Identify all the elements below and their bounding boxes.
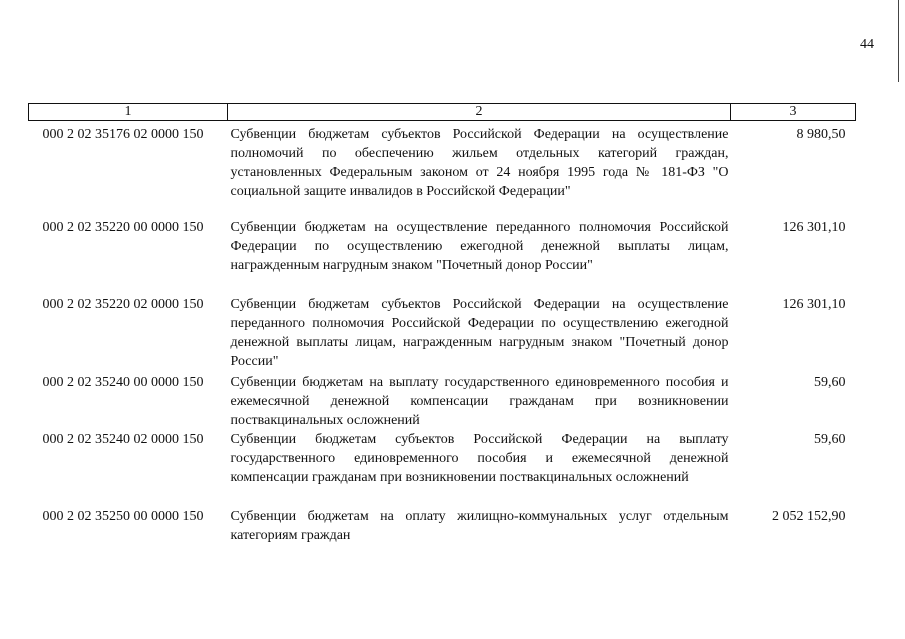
budget-code: 000 2 02 35250 00 0000 150: [42, 508, 204, 524]
page-number: 44: [860, 37, 874, 52]
table-row: [29, 121, 856, 218]
row-description: Субвенции бюджетам на выплату государственного единовременного пособия и ежемесячной денежной компенсации гражданам при возникновении поствакцинальных осложнений: [230, 374, 729, 428]
row-description: Субвенции бюджетам субъектов Российской Федерации на осуществление переданного полномочия Российской Федерации по осуществлению ежегодной денежной выплаты лицам, награжденным нагрудным знаком "Почетный донор России": [230, 296, 729, 369]
budget-code: 000 2 02 35240 02 0000 150: [42, 431, 204, 447]
budget-code: 000 2 02 35240 00 0000 150: [42, 374, 204, 390]
table-row: [29, 373, 856, 430]
budget-code: 000 2 02 35176 02 0000 150: [42, 127, 204, 142]
row-amount: 8 980,50: [796, 127, 846, 142]
row-amount: 59,60: [814, 431, 846, 447]
row-amount: 2 052 152,90: [772, 508, 846, 524]
column-header-2: 2: [228, 104, 731, 121]
row-amount: 59,60: [814, 374, 846, 390]
column-header-3: 3: [731, 104, 856, 121]
table-row: [29, 507, 856, 547]
column-header-1: 1: [29, 104, 228, 121]
row-amount: 126 301,10: [782, 219, 846, 235]
row-description: Субвенции бюджетам субъектов Российской Федерации на осуществление полномочий по обеспечению жильем отдельных категорий граждан, установленных Федеральным законом от 24 ноября 1995 года № 181-ФЗ "О социальной защите инвалидов в Российской Федерации": [230, 127, 729, 199]
header-row: [29, 104, 856, 121]
table-row: [29, 295, 856, 373]
row-description: Субвенции бюджетам на осуществление переданного полномочия Российской Федерации по осуществлению ежегодной денежной выплаты лицам, награжденным нагрудным знаком "Почетный донор России": [230, 219, 729, 273]
budget-code: 000 2 02 35220 00 0000 150: [42, 219, 204, 235]
row-description: Субвенции бюджетам на оплату жилищно-коммунальных услуг отдельным категориям граждан: [230, 508, 729, 543]
budget-table: [28, 103, 856, 547]
row-description: Субвенции бюджетам субъектов Российской Федерации на выплату государственного единовременного пособия и ежемесячной денежной компенсации гражданам при возникновении поствакцинальных осложнений: [230, 431, 729, 485]
budget-code: 000 2 02 35220 02 0000 150: [42, 296, 204, 312]
table-row: [29, 430, 856, 507]
page-edge-line: [898, 0, 899, 82]
row-amount: 126 301,10: [782, 296, 846, 312]
table-row: [29, 218, 856, 295]
